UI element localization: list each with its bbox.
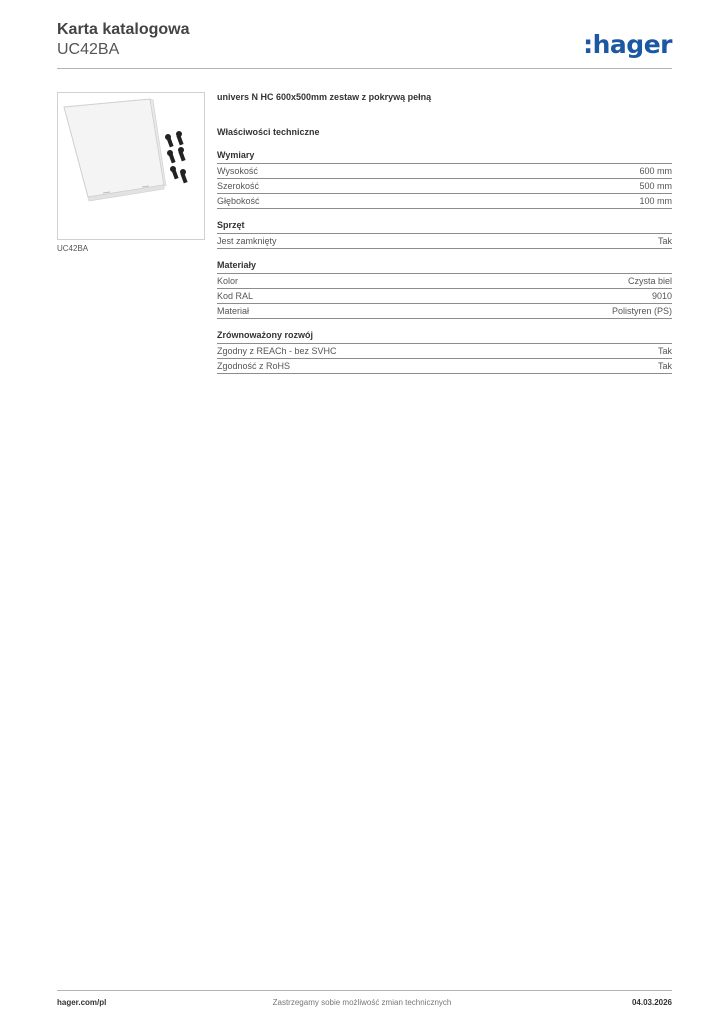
spec-row bbox=[217, 234, 672, 249]
spec-label: Kolor bbox=[217, 276, 239, 286]
group-materials bbox=[217, 260, 672, 319]
spec-value: Tak bbox=[657, 346, 672, 356]
group-sustainability bbox=[217, 330, 672, 374]
spec-row bbox=[217, 304, 672, 319]
spec-row bbox=[217, 179, 672, 194]
spec-value: Polistyren (PS) bbox=[611, 306, 672, 316]
hager-logo: :hager bbox=[583, 30, 672, 59]
group-dimensions bbox=[217, 150, 672, 209]
group-title: Materiały bbox=[217, 260, 672, 274]
product-details bbox=[217, 92, 672, 374]
spec-label: Głębokość bbox=[217, 196, 260, 206]
group-title: Zrównoważony rozwój bbox=[217, 330, 672, 344]
spec-label: Zgodność z RoHS bbox=[217, 361, 291, 371]
spec-value: 100 mm bbox=[639, 196, 672, 206]
group-hardware bbox=[217, 220, 672, 249]
product-image bbox=[57, 92, 205, 240]
footer-date: 04.03.2026 bbox=[631, 998, 672, 1007]
spec-value: Tak bbox=[657, 361, 672, 371]
product-code: UC42BA bbox=[57, 41, 120, 58]
image-caption: UC42BA bbox=[57, 244, 89, 253]
spec-label: Wysokość bbox=[217, 166, 258, 176]
spec-label: Jest zamknięty bbox=[217, 236, 277, 246]
spec-label: Zgodny z REACh - bez SVHC bbox=[217, 346, 337, 356]
spec-label: Szerokość bbox=[217, 181, 260, 191]
spec-row bbox=[217, 359, 672, 374]
footer-disclaimer: Zastrzegamy sobie możliwość zmian technicznych bbox=[272, 998, 452, 1007]
footer-website-link[interactable]: hager.com/pl bbox=[57, 998, 107, 1007]
spec-row bbox=[217, 164, 672, 179]
section-title-technical: Właściwości techniczne bbox=[217, 127, 320, 137]
page-header bbox=[57, 20, 672, 68]
spec-value: 500 mm bbox=[639, 181, 672, 191]
spec-row bbox=[217, 274, 672, 289]
group-title: Sprzęt bbox=[217, 220, 672, 234]
spec-value: 9010 bbox=[651, 291, 672, 301]
spec-value: 600 mm bbox=[639, 166, 672, 176]
document-title: Karta katalogowa bbox=[57, 21, 190, 38]
group-title: Wymiary bbox=[217, 150, 672, 164]
product-illustration bbox=[58, 93, 204, 239]
header-divider bbox=[57, 68, 672, 69]
spec-row bbox=[217, 289, 672, 304]
spec-row bbox=[217, 194, 672, 209]
spec-row bbox=[217, 344, 672, 359]
spec-label: Kod RAL bbox=[217, 291, 254, 301]
spec-value: Czysta biel bbox=[627, 276, 672, 286]
spec-label: Materiał bbox=[217, 306, 250, 316]
product-name: univers N HC 600x500mm zestaw z pokrywą pełną bbox=[217, 92, 432, 102]
footer-divider bbox=[57, 990, 672, 991]
spec-value: Tak bbox=[657, 236, 672, 246]
